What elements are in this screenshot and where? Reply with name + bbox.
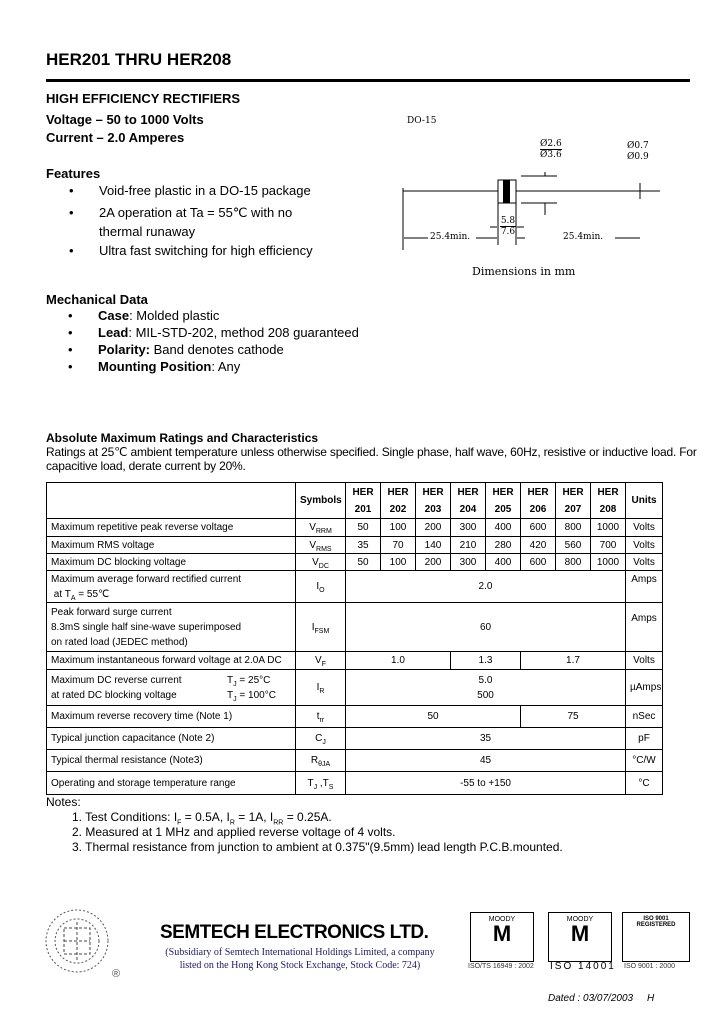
- table-row: [47, 772, 663, 795]
- part-header: HER 201: [346, 483, 381, 519]
- table-row: [47, 554, 663, 571]
- bullet: •: [68, 342, 73, 357]
- part-header: HER 207: [556, 483, 591, 519]
- cert-logo-iso-ts: MOODY M: [470, 912, 534, 962]
- param: Maximum instantaneous forward voltage at 2.0A DC: [47, 652, 296, 670]
- body-length: [500, 216, 516, 237]
- value: 1.0: [346, 652, 451, 670]
- value: 35: [346, 537, 381, 554]
- note-2: 2. Measured at 1 MHz and applied reverse voltage of 4 volts.: [72, 825, 396, 839]
- unit: Amps: [626, 603, 663, 652]
- unit: Volts: [626, 519, 663, 537]
- part-header: HER 206: [521, 483, 556, 519]
- notes-heading: Notes:: [46, 795, 81, 809]
- list-item: [68, 359, 359, 376]
- value: 140: [416, 537, 451, 554]
- value: 35: [346, 728, 626, 750]
- feature-text: 2A operation at Ta = 55℃ with no: [99, 205, 293, 220]
- feature-text: Void-free plastic in a DO-15 package: [99, 183, 311, 198]
- semtech-logo: [44, 908, 110, 974]
- unit: Volts: [626, 652, 663, 670]
- cert-caption: ISO 14001: [550, 961, 616, 972]
- dated-stamp: Dated : 03/07/2003 H: [548, 993, 655, 1004]
- cert-caption: ISO 9001 : 2000: [624, 963, 675, 970]
- value: 200: [416, 519, 451, 537]
- cert-logo-iso14001: MOODY M: [548, 912, 612, 962]
- value: 1000: [591, 554, 626, 571]
- value: 2.0: [346, 571, 626, 603]
- value: 400: [486, 519, 521, 537]
- symbol: $V_{RMS}$: [296, 537, 346, 554]
- symbol: $V_{RRM}$: [296, 519, 346, 537]
- ratings-table: [46, 482, 663, 795]
- bullet: •: [68, 308, 73, 323]
- ratings-description: Ratings at 25℃ ambient temperature unless otherwise specified. Single phase, half wave, 60Hz, resistive or inductive load. For capacitive load, derate current by 20%.: [46, 445, 697, 473]
- value: 50: [346, 706, 521, 728]
- bullet: •: [68, 325, 73, 340]
- lead-dia-min: Ø0.7: [627, 141, 649, 151]
- cathode-band: [503, 180, 510, 203]
- table-row: [47, 706, 663, 728]
- param: Peak forward surge current 8.3mS single half sine-wave superimposed on rated load (JEDEC method): [47, 603, 296, 652]
- param: Maximum RMS voltage: [47, 537, 296, 554]
- value: 800: [556, 554, 591, 571]
- bullet: •: [69, 183, 74, 198]
- diagram-caption: Dimensions in mm: [472, 265, 576, 278]
- part-header: HER 205: [486, 483, 521, 519]
- note-3: 3. Thermal resistance from junction to ambient at 0.375"(9.5mm) lead length P.C.B.mounted.: [72, 840, 563, 854]
- value: 300: [451, 554, 486, 571]
- symbol: $C_J$: [296, 728, 346, 750]
- list-item: [68, 308, 359, 325]
- table-row: [47, 519, 663, 537]
- item-text: : Molded plastic: [129, 308, 220, 323]
- value: 1000: [591, 519, 626, 537]
- body-diameter: [540, 139, 562, 160]
- value: 700: [591, 537, 626, 554]
- do15-package-diagram: [0, 0, 720, 300]
- symbol: $T_J$ $,T_S$: [296, 772, 346, 795]
- item-text: : MIL-STD-202, method 208 guaranteed: [128, 325, 359, 340]
- value: 210: [451, 537, 486, 554]
- value: 70: [381, 537, 416, 554]
- value: 200: [416, 554, 451, 571]
- table-row: [47, 537, 663, 554]
- body-dia-max: Ø3.6: [540, 150, 562, 160]
- value: 5.0 500: [346, 670, 626, 706]
- lead-length-right: 25.4min.: [563, 232, 604, 242]
- symbol: $t_{rr}$: [296, 706, 346, 728]
- note-1: 1. Test Conditions: $I_F = 0.5A$, $I_R = 1A$, $I_{RR} = 0.25A$.: [72, 810, 332, 827]
- value: 560: [556, 537, 591, 554]
- unit: Volts: [626, 554, 663, 571]
- item-label: Mounting Position: [98, 359, 212, 374]
- item-label: Polarity:: [98, 342, 151, 357]
- bullet: •: [68, 359, 73, 374]
- value: 60: [346, 603, 626, 652]
- package-name: DO-15: [407, 116, 437, 126]
- body-dia-min: Ø2.6: [540, 139, 562, 149]
- bullet: •: [69, 243, 74, 258]
- value: 300: [451, 519, 486, 537]
- item-label: Case: [98, 308, 130, 323]
- cert-logo-iso9001: ISO 9001 REGISTERED: [622, 912, 690, 962]
- features-heading: Features: [46, 166, 101, 181]
- symbol: $I_{FSM}$: [296, 603, 346, 652]
- voltage-range: Voltage – 50 to 1000 Volts: [46, 112, 204, 127]
- symbol: $V_{DC}$: [296, 554, 346, 571]
- symbol: $I_R$: [296, 670, 346, 706]
- mechanical-heading: Mechanical Data: [46, 292, 148, 307]
- unit: Amps: [626, 571, 663, 603]
- part-header: HER 202: [381, 483, 416, 519]
- unit: Volts: [626, 537, 663, 554]
- part-header: HER 208: [591, 483, 626, 519]
- table-row: [47, 750, 663, 772]
- param: Maximum reverse recovery time (Note 1): [47, 706, 296, 728]
- item-label: Lead: [98, 325, 129, 340]
- lead-dia-max: Ø0.9: [627, 152, 649, 162]
- unit: pF: [626, 728, 663, 750]
- item-text: : Any: [211, 359, 241, 374]
- value: 50: [346, 519, 381, 537]
- symbol: $R_{\theta JA}$: [296, 750, 346, 772]
- param: Maximum DC reverse current $T_J = 25^\circ C$ at rated DC blocking voltage $T_J = 100^\circ C$: [47, 670, 296, 706]
- value: 100: [381, 554, 416, 571]
- company-name: SEMTECH ELECTRONICS LTD.: [160, 922, 429, 943]
- value: 280: [486, 537, 521, 554]
- value: 600: [521, 554, 556, 571]
- unit: µAmps: [626, 670, 663, 706]
- value: -55 to +150: [346, 772, 626, 795]
- lead-length-left: 25.4min.: [430, 232, 471, 242]
- param: Maximum DC blocking voltage: [47, 554, 296, 571]
- bullet: •: [69, 205, 74, 220]
- product-heading: HIGH EFFICIENCY RECTIFIERS: [46, 91, 241, 106]
- feature-text: Ultra fast switching for high efficiency: [99, 243, 313, 258]
- table-row: [47, 603, 663, 652]
- value: 800: [556, 519, 591, 537]
- table-row: [47, 670, 663, 706]
- value: 45: [346, 750, 626, 772]
- list-item: [68, 325, 359, 342]
- symbols-header: Symbols: [296, 483, 346, 519]
- param: Maximum repetitive peak reverse voltage: [47, 519, 296, 537]
- current-rating: Current – 2.0 Amperes: [46, 130, 185, 145]
- list-item: [68, 342, 359, 359]
- body-len-max: 7.6: [500, 227, 516, 237]
- symbol: $I_O$: [296, 571, 346, 603]
- value: 420: [521, 537, 556, 554]
- part-header: HER 203: [416, 483, 451, 519]
- body-len-min: 5.8: [500, 216, 516, 226]
- document-title: HER201 THRU HER208: [46, 50, 232, 69]
- value: 100: [381, 519, 416, 537]
- company-subsidiary-note: (Subsidiary of Semtech International Holdings Limited, a company listed on the Hong Kong Stock Exchange, Stock Code: 724): [165, 947, 435, 971]
- ratings-heading: Absolute Maximum Ratings and Characteristics: [46, 431, 319, 445]
- lead-diameter: [627, 141, 649, 163]
- param: Typical junction capacitance (Note 2): [47, 728, 296, 750]
- mechanical-list: [68, 308, 359, 376]
- unit: nSec: [626, 706, 663, 728]
- value: 400: [486, 554, 521, 571]
- table-row: [47, 652, 663, 670]
- unit: °C/W: [626, 750, 663, 772]
- registered-mark: ®: [112, 968, 121, 980]
- value: 75: [521, 706, 626, 728]
- param: Typical thermal resistance (Note3): [47, 750, 296, 772]
- cert-caption: ISO/TS 16949 : 2002: [468, 963, 534, 970]
- part-header: HER 204: [451, 483, 486, 519]
- table-row: [47, 571, 663, 603]
- table-row: [47, 728, 663, 750]
- param: Maximum average forward rectified current at $T_A$ = 55℃: [47, 571, 296, 603]
- table-header-row: [47, 483, 663, 519]
- value: 1.7: [521, 652, 626, 670]
- unit: °C: [626, 772, 663, 795]
- value: 1.3: [451, 652, 521, 670]
- feature-text: thermal runaway: [99, 224, 196, 239]
- symbol: $V_F$: [296, 652, 346, 670]
- value: 600: [521, 519, 556, 537]
- item-text: Band denotes cathode: [150, 342, 284, 357]
- units-header: Units: [626, 483, 663, 519]
- value: 50: [346, 554, 381, 571]
- param: Operating and storage temperature range: [47, 772, 296, 795]
- ratings-section: [46, 431, 706, 855]
